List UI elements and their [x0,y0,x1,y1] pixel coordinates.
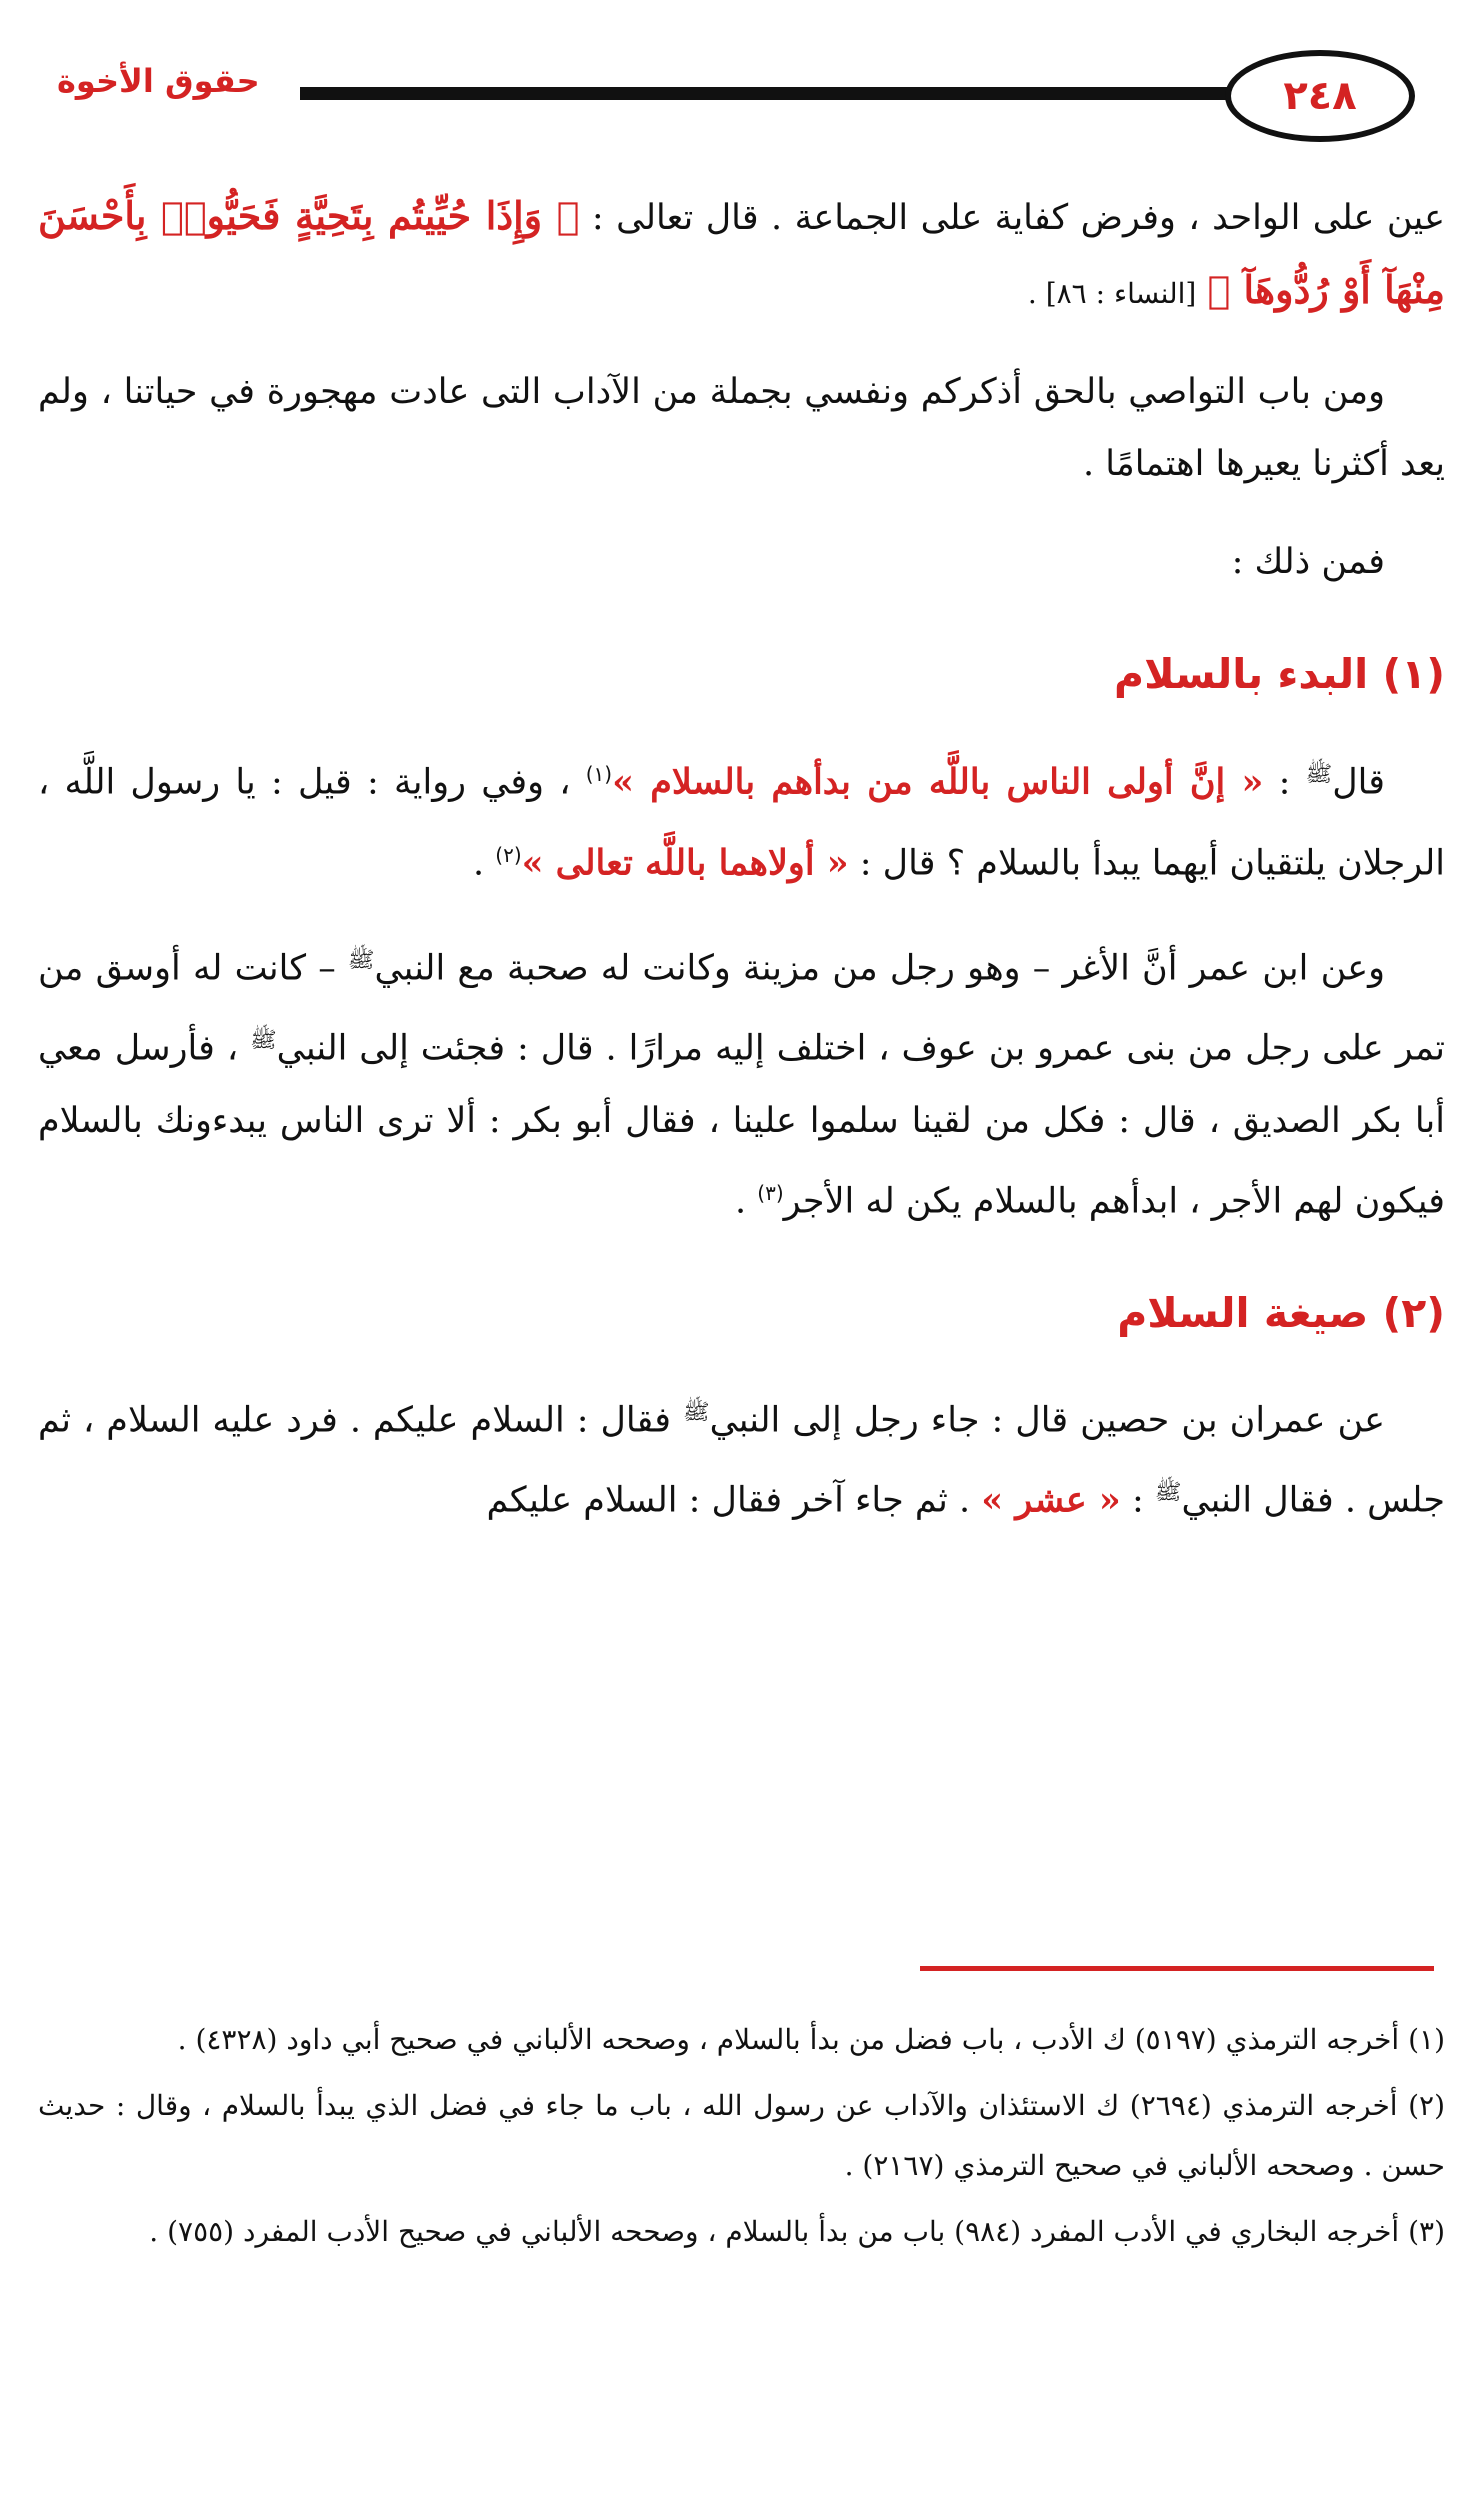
salla-symbol: ﷺ [347,948,375,974]
text-run: – كانت له أوسق من تمر على رجل من بنى عمرو بن عوف ، اختلف إليه مرارًا . قال : فجئت إلى النبي [38,948,1445,1069]
section-1-paragraph-2 [38,925,1445,1237]
salla-symbol: ﷺ [682,1400,710,1426]
text-run: : [1263,762,1306,803]
text-run: ، وفي رواية : قيل : يا رسول اللَّه ، الرجلان يلتقيان أيهما يبدأ بالسلام ؟ قال : [38,762,1445,884]
running-title: حقوق الأخوة [57,62,260,100]
paragraph-2: ومن باب التواصي بالحق أذكركم ونفسي بجملة من الآداب التى عادت مهجورة في حياتنا ، ولم يعد أكثرنا يعيرها اهتمامًا . [38,372,1445,484]
paragraph-1 [38,180,1445,330]
section-heading-2: (٢) صيغة السلام [1117,1289,1445,1338]
footnote-1: (١) أخرجه الترمذي (٥١٩٧) ك الأدب ، باب فضل من بدأ بالسلام ، وصححه الألباني في صحيح أبي داود (٤٣٢٨) . [177,2023,1445,2056]
section-1-paragraph-1 [38,738,1445,899]
hadith-quote-2: « أولاهما باللَّه تعالى » [521,842,849,884]
text-run: وعن ابن عمر أنَّ الأغر – وهو رجل من مزينة وكانت له صحبة مع النبي [374,948,1385,989]
footnote-3: (٣) أخرجه البخاري في الأدب المفرد (٩٨٤) باب من بدأ بالسلام ، وصححه الألباني في صحيح الأدب المفرد (٧٥٥) . [149,2215,1445,2248]
salla-symbol: ﷺ [250,1027,277,1053]
salla-symbol: ﷺ [1154,1479,1182,1505]
paragraph-3: فمن ذلك : [1231,542,1385,582]
footnote-marker-2: (٢) [495,842,522,867]
footnote-separator [920,1966,1434,1971]
text-run: . [472,843,496,884]
text-run: قال [1332,762,1386,803]
page-number: ٢٤٨ [1283,73,1357,119]
footnote-marker-1: (١) [585,762,613,786]
footnotes [38,2010,1445,2268]
header-rule [300,87,1245,100]
text-run: : [1120,1480,1155,1521]
footnote-marker-3: (٣) [757,1180,784,1205]
main-content [38,180,1445,1563]
verse-reference: [النساء : ٨٦] . [1027,277,1197,310]
text-run: عن عمران بن حصين قال : جاء رجل إلى النبي [709,1400,1385,1441]
page-header [45,40,1445,150]
page-number-oval [1225,50,1415,142]
section-2-paragraph-1 [38,1377,1445,1536]
text-run: ، فأرسل معي أبا بكر الصديق ، قال : فكل من لقينا سلموا علينا ، فقال أبو بكر : ألا ترى الناس يبدءونك بالسلام فيكون لهم الأجر ، ابدأهم بالسلام يكن له الأجر [38,1028,1445,1222]
hadith-quote-1: « إنَّ أولى الناس باللَّه من بدأهم بالسلام » [612,761,1264,803]
text-run: فقال : السلام عليكم . فرد عليه السلام ، ثم جلس . فقال النبي [38,1400,1445,1521]
text-run: . ثم جاء آخر فقال : السلام عليكم [486,1480,982,1521]
footnote-2: (٢) أخرجه الترمذي (٢٦٩٤) ك الاستئذان والآداب عن رسول الله ، باب ما جاء في فضل الذي يبدأ بالسلام ، وقال : حديث حسن . وصححه الألباني في صحيح الترمذي (٢١٦٧) . [38,2089,1446,2182]
paragraph-1-text: عين على الواحد ، وفرض كفاية على الجماعة . قال تعالى : [579,198,1445,238]
section-heading-1: (١) البدء بالسلام [1114,650,1445,698]
salla-symbol: ﷺ [1305,762,1333,787]
text-run: . [734,1181,758,1222]
quran-verse: ﴿ وَإِذَا حُيِّيتُم بِتَحِيَّةٍ فَحَيُّوا۟ بِأَحْسَنَ مِنْهَآ أَوْ رُدُّوهَآ ﴾ [38,193,1445,312]
hadith-quote-3: « عشر » [981,1479,1121,1521]
